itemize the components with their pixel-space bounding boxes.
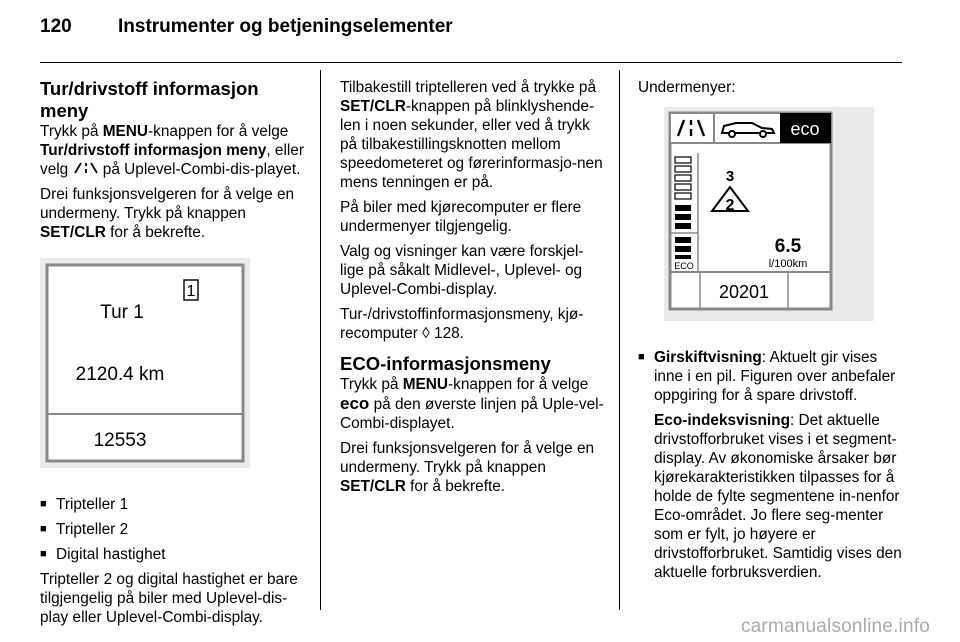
column-divider-1 (320, 70, 321, 610)
menu-name: Tur/drivstoff informasjon meny (40, 142, 267, 159)
paragraph (40, 185, 308, 242)
odometer-value: 20201 (718, 282, 770, 302)
trip-distance: 2120.4 km (75, 364, 165, 385)
button-label: SET/CLR (40, 224, 106, 241)
text: på den øverste linjen på Uple-vel-Combi-displayet. (340, 396, 604, 432)
paragraph (40, 122, 308, 179)
term: Eco-indeksvisning (654, 412, 790, 429)
term: Girskiftvisning (654, 349, 762, 366)
header-rule (40, 62, 902, 63)
list-text (654, 348, 903, 405)
paragraph: På biler med kjørecomputer er flere undermenyer tilgjengelig. (340, 199, 582, 235)
text: for å bekrefte. (105, 224, 206, 241)
list-text: Digital hastighet (56, 546, 166, 563)
text: , eller velg (40, 142, 304, 178)
list-text: Tripteller 2 (56, 521, 129, 538)
list-text: Tripteller 1 (56, 496, 129, 513)
paragraph (340, 375, 605, 433)
text: : Aktuelt gir vises inne i en pil. Figuren over anbefaler oppgiring for å spare drivstoff. (654, 349, 896, 404)
section-heading-eco: ECO-informasjonsmeny (340, 353, 551, 374)
text: Drei funksjonsvelgeren for å velge en undermeny. Trykk på knappen (340, 440, 595, 476)
button-label: SET/CLR (340, 478, 406, 495)
text: -knappen for å velge (148, 123, 289, 140)
current-gear: 2 (725, 197, 735, 214)
bullet: ■ (40, 498, 47, 510)
list-item (40, 520, 308, 539)
column-2 (340, 78, 605, 502)
text: Drei funksjonsvelgeren for å velge en undermeny. Trykk på knappen (40, 186, 295, 222)
bullet: ■ (40, 548, 47, 560)
text: -knappen på blinklyshende-len i noen sekunder, eller ved å trykk på tilbakestillingsknotten mellom speedometeret og førerinformasjo-nen mens tenningen er på. (340, 98, 603, 191)
list-item-gear-display (638, 348, 903, 405)
bullet: ■ (638, 351, 645, 363)
page-title: Instrumenter og betjeningselementer (118, 16, 453, 37)
consumption-value: 6.5 (774, 236, 802, 257)
text: for å bekrefte. (405, 478, 506, 495)
column-1 (40, 78, 308, 633)
consumption-unit: l/100km (768, 258, 808, 270)
page-reference-link[interactable]: ◊ 128. (422, 325, 464, 342)
menu-label: MENU (402, 376, 449, 393)
odometer-value: 12553 (93, 430, 147, 451)
list-item (40, 495, 308, 514)
trip-label: Tur 1 (100, 302, 144, 323)
trip-number: 1 (186, 283, 196, 300)
text: Tilbakestill triptelleren ved å trykke på (340, 79, 597, 96)
paragraph (340, 439, 605, 496)
eco-display-figure (664, 107, 874, 321)
eco-zone-label: ECO (674, 261, 694, 271)
recommended-gear: 3 (725, 168, 735, 185)
paragraph: Tripteller 2 og digital hastighet er bare tilgjengelig på biler med Uplevel-dis-play eller Uplevel-Combi-display. (40, 571, 298, 626)
text: -knappen for å velge (448, 376, 589, 393)
page-number: 120 (40, 16, 72, 37)
button-label: SET/CLR (340, 98, 406, 115)
column-divider-2 (619, 70, 620, 610)
text: Trykk på (340, 376, 403, 393)
trip-display-figure (40, 258, 250, 468)
text: Tur-/drivstoffinformasjonsmeny, kjø-recomputer (340, 306, 584, 342)
paragraph: Valg og visninger kan være forskjel-lige på såkalt Midlevel-, Uplevel- og Uplevel-Combi-display. (340, 243, 584, 298)
paragraph (340, 305, 605, 343)
menu-label: MENU (102, 123, 149, 140)
column-3 (638, 78, 903, 588)
section-heading-trip: Tur/drivstoff informasjon meny (40, 78, 259, 121)
submenu-intro: Undermenyer: (638, 79, 736, 96)
text: : Det aktuelle drivstofforbruket vises i et segment-display. Av økonomiske årsaker bør kjørekarakteristikken tilpasses for å holde de fylte segmentene in-nenfor Eco-området. Jo flere seg-menter som er fylt, jo høyere er drivstofforbruket. Samtidig vises den aktuelle forbruksverdien. (654, 412, 902, 581)
text: på Uplevel-Combi-dis-playet. (98, 161, 301, 178)
watermark: carmanualsonline.info (740, 616, 930, 637)
paragraph (340, 78, 605, 192)
bullet: ■ (40, 523, 47, 535)
paragraph-eco-index (638, 411, 903, 582)
text: Trykk på (40, 123, 103, 140)
page-header (40, 16, 453, 38)
eco-tab-label: eco (790, 119, 820, 139)
eco-symbol: eco (340, 394, 370, 413)
list-item (40, 545, 308, 564)
trip-fuel-icon (73, 162, 99, 174)
